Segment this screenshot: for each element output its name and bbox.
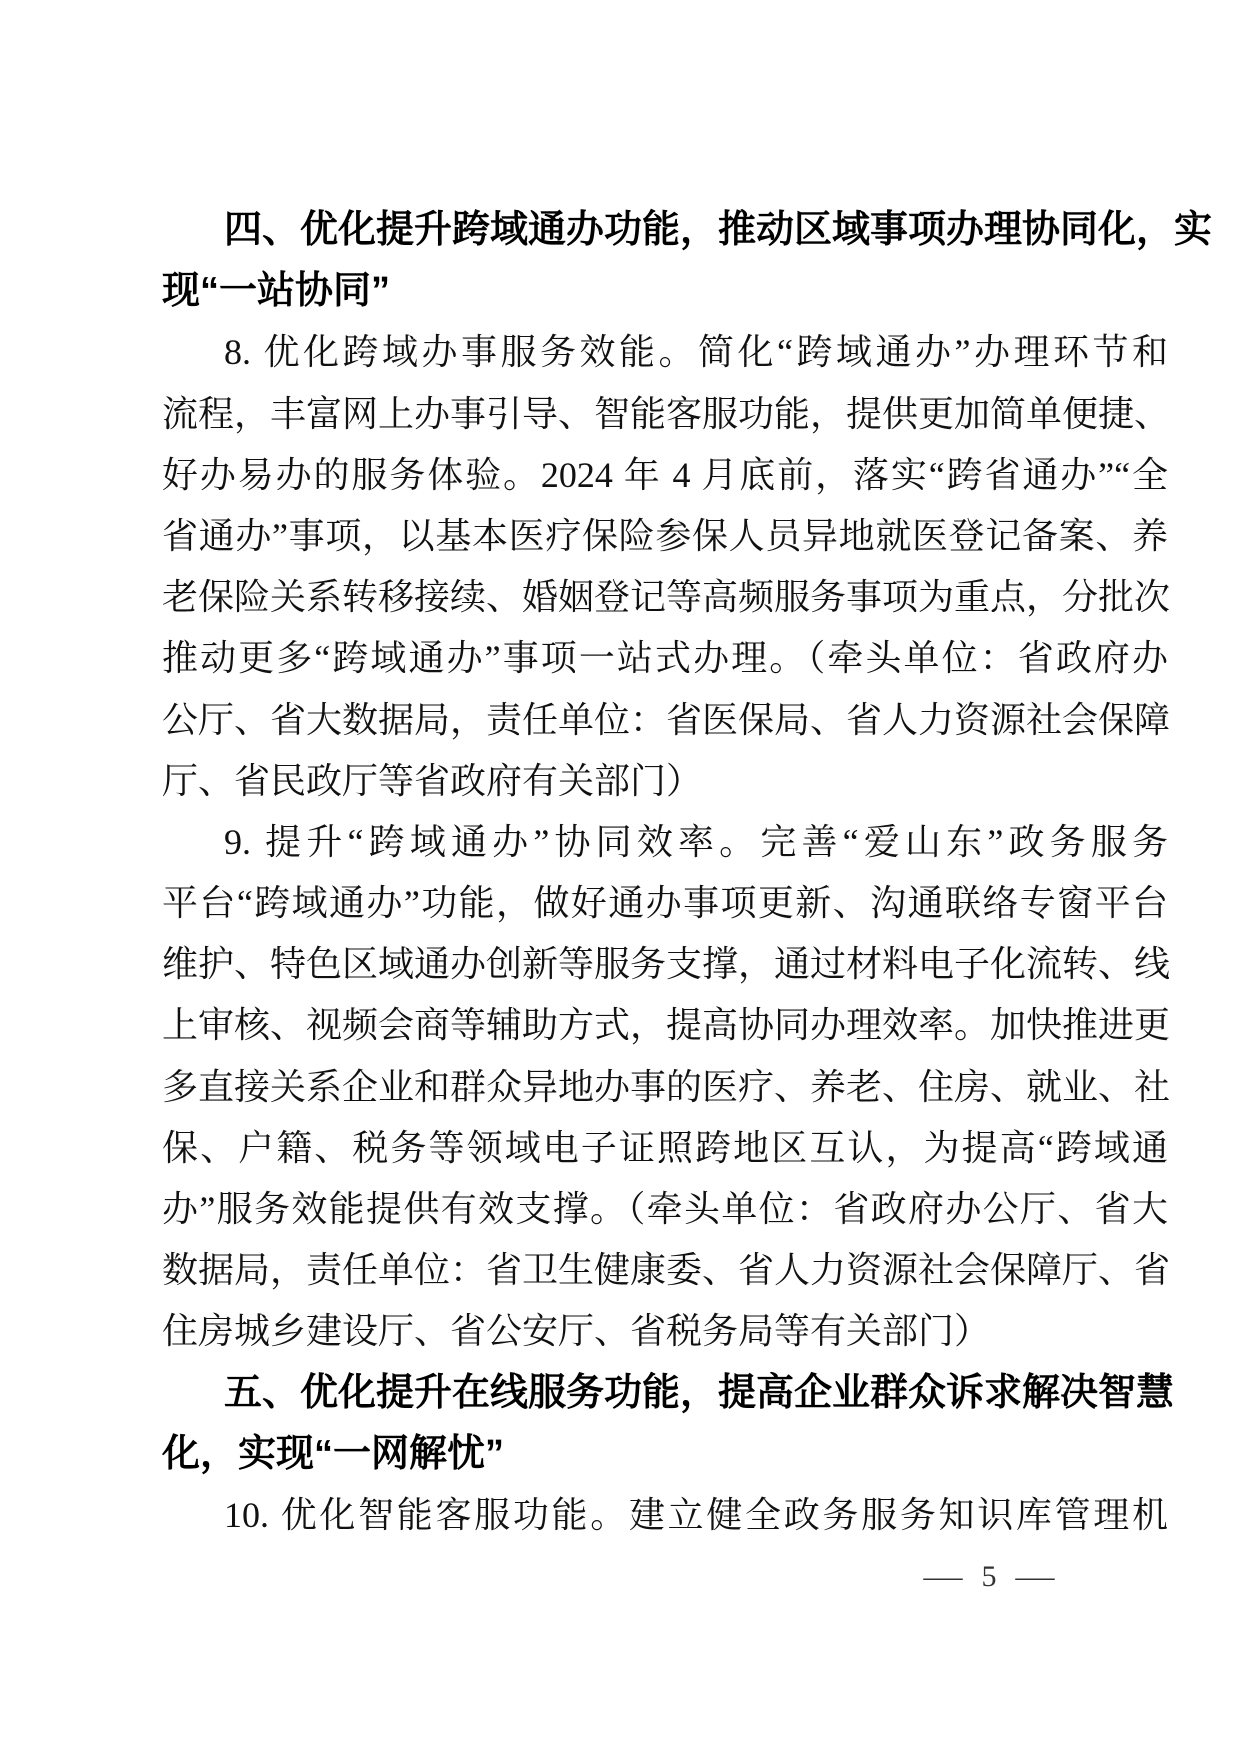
body-text-line: 保、户籍、税务等领域电子证照跨地区互认，为提高“跨域通	[162, 1127, 1168, 1168]
body-text-line: 好办易办的服务体验。2024 年 4 月底前，落实“跨省通办”“全	[162, 454, 1168, 495]
body-text-line: 省通办”事项，以基本医疗保险参保人员异地就医登记备案、养	[162, 515, 1168, 556]
body-text-line: 9. 提升“跨域通办”协同效率。完善“爱山东”政务服务	[224, 821, 1168, 862]
page-number: 5	[981, 1560, 997, 1593]
body-text-line: 上审核、视频会商等辅助方式，提高协同办理效率。加快推进更	[162, 1005, 1171, 1046]
body-text-line: 流程，丰富网上办事引导、智能客服功能，提供更加简单便捷、	[162, 393, 1171, 434]
body-text-line: 老保险关系转移接续、婚姻登记等高频服务事项为重点，分批次	[162, 577, 1171, 618]
section-heading-line: 五、优化提升在线服务功能，提高企业群众诉求解决智慧	[224, 1371, 1175, 1414]
body-text-line: 维护、特色区域通办创新等服务支撑，通过材料电子化流转、线	[162, 944, 1171, 985]
body-text-line: 住房城乡建设厅、省公安厅、省税务局等有关部门）	[162, 1311, 991, 1352]
body-text-line: 8. 优化跨域办事服务效能。简化“跨域通办”办理环节和	[224, 332, 1168, 373]
page-footer	[923, 1556, 1055, 1598]
document-body	[162, 200, 1213, 1546]
body-text-line: 多直接关系企业和群众异地办事的医疗、养老、住房、就业、社	[162, 1066, 1171, 1107]
body-text-line: 10. 优化智能客服功能。建立健全政务服务知识库管理机	[224, 1494, 1168, 1535]
section-heading-line: 现“一站协同”	[162, 270, 391, 313]
body-text-line: 厅、省民政厅等省政府有关部门）	[162, 760, 703, 801]
body-text-line: 平台“跨域通办”功能，做好通办事项更新、沟通联络专窗平台	[162, 883, 1168, 924]
footer-left-dash: —	[923, 1560, 963, 1593]
body-text-line: 数据局，责任单位：省卫生健康委、省人力资源社会保障厅、省	[162, 1250, 1171, 1291]
body-text-line: 办”服务效能提供有效支撑。（牵头单位：省政府办公厅、省大	[162, 1189, 1168, 1229]
footer-right-dash: —	[1015, 1560, 1055, 1593]
section-heading-line: 四、优化提升跨域通办功能，推动区域事项办理协同化，实	[224, 209, 1213, 251]
body-text-line: 推动更多“跨域通办”事项一站式办理。（牵头单位：省政府办	[162, 638, 1168, 679]
body-text-line: 公厅、省大数据局，责任单位：省医保局、省人力资源社会保障	[162, 699, 1171, 740]
section-heading-line: 化，实现“一网解忧”	[162, 1432, 505, 1475]
